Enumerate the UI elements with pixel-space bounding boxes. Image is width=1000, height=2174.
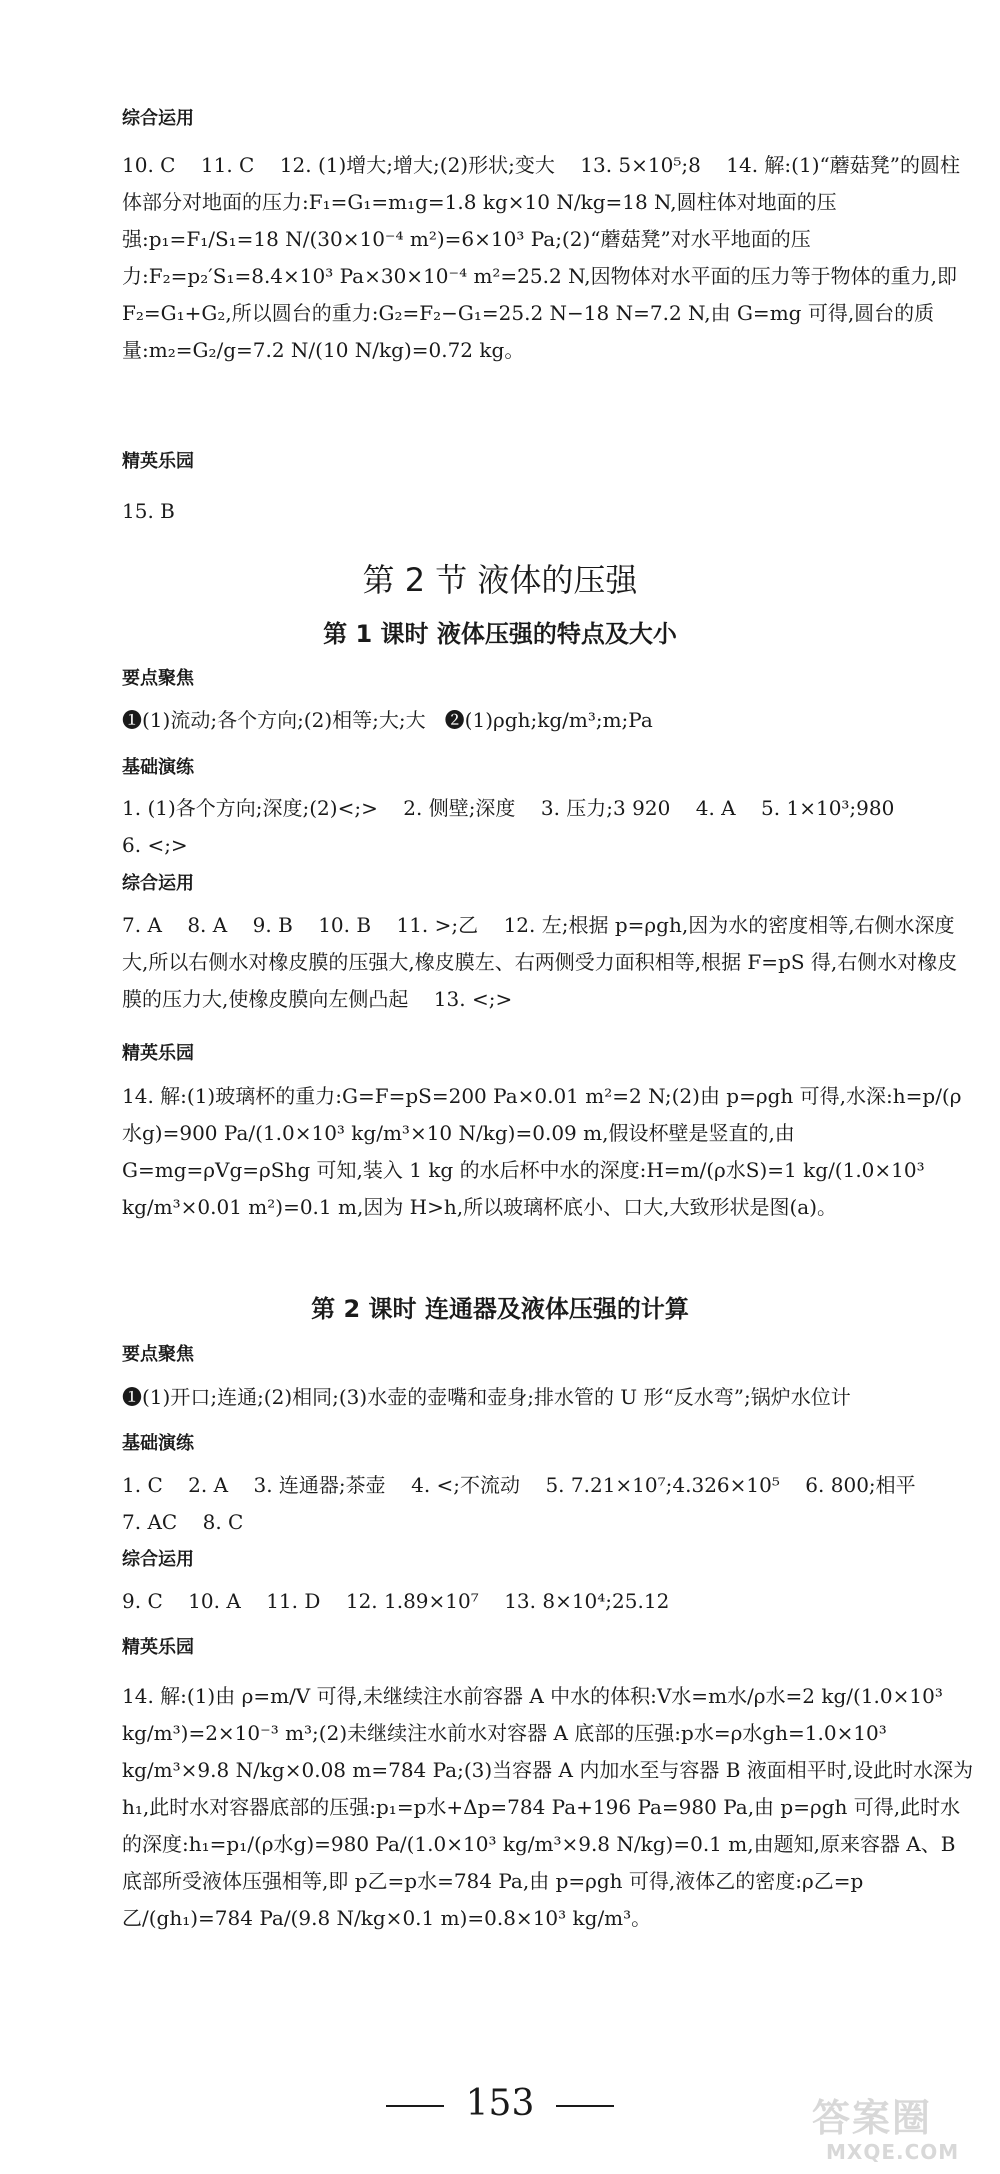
answer-block: 10. C 11. C 12. (1)增大;增大;(2)形状;变大 13. 5×10⁵;8 14. 解:(1)“蘑菇凳”的圆柱体部分对地面的压力:F₁=G₁=m₁g=1.8 kg×10 N/kg=18 N,圆柱体对地面的压强:p₁=F₁/S₁=18 N/(30×10⁻⁴ m²)=6×10³ Pa;(2)“蘑菇凳”对水平地面的压力:F₂=p₂′S₁=8.4×10³ Pa×30×10⁻⁴ m²=25.2 N,因物体对水平面的压力等于物体的重力,即 F₂=G₁+G₂,所以圆台的重力:G₂=F₂−G₁=25.2 N−18 N=7.2 N,由 G=mg 可得,圆台的质量:m₂=G₂/g=7.2 N/(10 N/kg)=0.72 kg。 bbox=[122, 153, 964, 362]
heading-elite: 精英乐园 bbox=[122, 1043, 194, 1064]
heading-basic: 基础演练 bbox=[122, 757, 194, 778]
answer-block: 7. A 8. A 9. B 10. B 11. >;乙 12. 左;根据 p=ρgh,因为水的密度相等,右侧水深度大,所以右侧水对橡皮膜的压强大,橡皮膜左、右两侧受力面积相等,根据 F=pS 得,右侧水对橡皮膜的压力大,使橡皮膜向左侧凸起 13. <;> bbox=[122, 913, 958, 1011]
heading-key-points: 要点聚焦 bbox=[122, 1344, 194, 1365]
heading-basic: 基础演练 bbox=[122, 1433, 194, 1454]
lesson-title: 第 2 课时 连通器及液体压强的计算 bbox=[311, 1295, 689, 1323]
answer-block: 9. C 10. A 11. D 12. 1.89×10⁷ 13. 8×10⁴;25.12 bbox=[122, 1589, 670, 1613]
heading-comprehensive: 综合运用 bbox=[122, 108, 194, 129]
watermark-logo-text: 答案圈 bbox=[812, 2096, 933, 2140]
answer-block: ❶(1)流动;各个方向;(2)相等;大;大 ❷(1)ρgh;kg/m³;m;Pa bbox=[122, 708, 653, 732]
answer-block: ❶(1)开口;连通;(2)相同;(3)水壶的壶嘴和壶身;排水管的 U 形“反水弯”;锅炉水位计 bbox=[122, 1385, 851, 1409]
watermark-logo bbox=[812, 2096, 982, 2168]
watermark-site-text: MXQE.COM bbox=[826, 2140, 960, 2164]
page-number-value: 153 bbox=[465, 2083, 535, 2124]
heading-elite: 精英乐园 bbox=[122, 451, 194, 472]
heading-key-points: 要点聚焦 bbox=[122, 668, 194, 689]
answer-block: 14. 解:(1)由 ρ=m/V 可得,未继续注水前容器 A 中水的体积:V水=m水/ρ水=2 kg/(1.0×10³ kg/m³)=2×10⁻³ m³;(2)未继续注水前水对容器 A 底部的压强:p水=ρ水gh=1.0×10³ kg/m³×9.8 N/kg×0.08 m=784 Pa;(3)当容器 A 内加水至与容器 B 液面相平时,设此时水深为 h₁,此时水对容器底部的压强:p₁=p水+Δp=784 Pa+196 Pa=980 Pa,由 p=ρgh 可得,此时水的深度:h₁=p₁/(ρ水g)=980 Pa/(1.0×10³ kg/m³×9.8 N/kg)=0.1 m,由题知,原来容器 A、B 底部所受液体压强相等,即 p乙=p水=784 Pa,由 p=ρgh 可得,液体乙的密度:ρ乙=p乙/(gh₁)=784 Pa/(9.8 N/kg×0.1 m)=0.8×10³ kg/m³。 bbox=[122, 1684, 980, 1930]
page-number-dash-right bbox=[556, 2105, 614, 2107]
answer-block: 14. 解:(1)玻璃杯的重力:G=F=pS=200 Pa×0.01 m²=2 N;(2)由 p=ρgh 可得,水深:h=p/(ρ水g)=900 Pa/(1.0×10³ kg/m³×10 N/kg)=0.09 m,假设杯壁是竖直的,由 G=mg=ρVg=ρShg 可知,装入 1 kg 的水后杯中水的深度:H=m/(ρ水S)=1 kg/(1.0×10³ kg/m³×0.01 m²)=0.1 m,因为 H>h,所以玻璃杯底小、口大,大致形状是图(a)。 bbox=[122, 1084, 962, 1219]
answer-block: 1. (1)各个方向;深度;(2)<;> 2. 侧壁;深度 3. 压力;3 920 4. A 5. 1×10³;980 6. <;> bbox=[122, 796, 895, 857]
heading-comprehensive: 综合运用 bbox=[122, 1549, 194, 1570]
page-number-dash-left bbox=[386, 2105, 444, 2107]
answer-block: 1. C 2. A 3. 连通器;茶壶 4. <;不流动 5. 7.21×10⁷;4.326×10⁵ 6. 800;相平 7. AC 8. C bbox=[122, 1473, 916, 1534]
answer-block: 15. B bbox=[122, 499, 175, 523]
lesson-title: 第 1 课时 液体压强的特点及大小 bbox=[323, 620, 677, 648]
heading-comprehensive: 综合运用 bbox=[122, 873, 194, 894]
section-title: 第 2 节 液体的压强 bbox=[362, 561, 638, 599]
heading-elite: 精英乐园 bbox=[122, 1637, 194, 1658]
